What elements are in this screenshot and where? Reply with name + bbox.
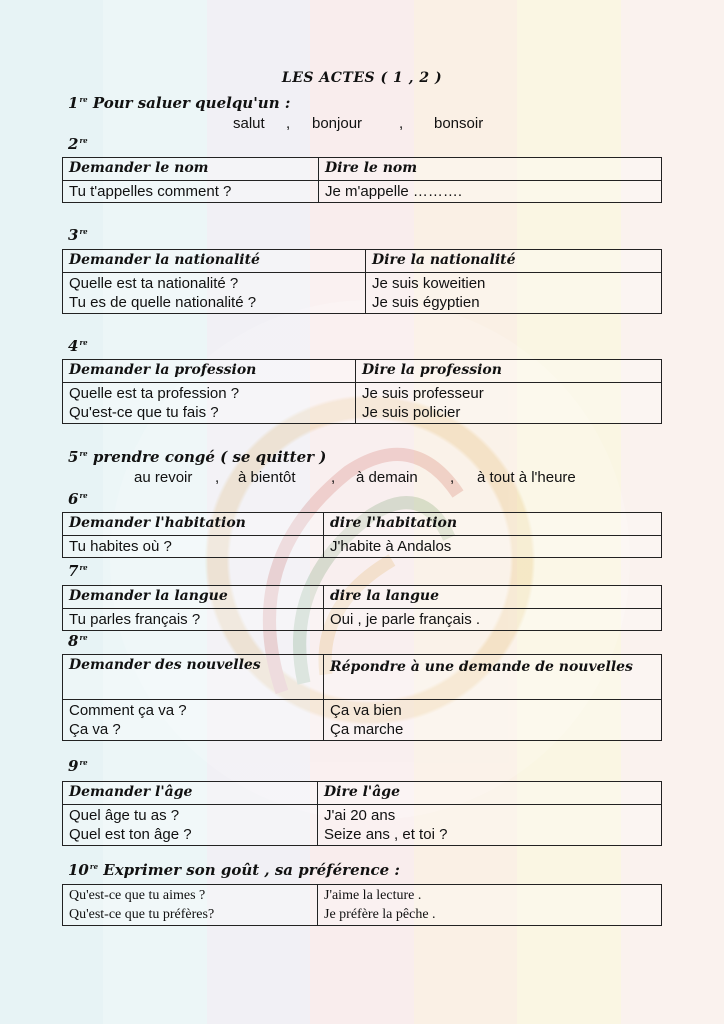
table-nationalite-line: Tu es de quelle nationalité ? [69, 294, 257, 311]
ordinal-suffix: re [79, 633, 88, 642]
table-gout-cell [318, 885, 662, 926]
table-age [62, 781, 662, 846]
farewell-au-revoir: au revoir [134, 469, 193, 486]
section-3-number: 3 [68, 226, 79, 244]
table-profession-cell [356, 383, 662, 424]
ordinal-suffix: re [79, 136, 88, 145]
section-9-number: 9 [68, 757, 79, 775]
section-5-heading [68, 448, 326, 466]
comma: , [215, 469, 220, 486]
comma: , [286, 115, 291, 132]
table-langue-cell: Oui , je parle français . [324, 609, 662, 631]
comma: , [331, 469, 336, 486]
table-nouvelles-line: Comment ça va ? [69, 702, 187, 719]
greeting-bonjour: bonjour [312, 115, 363, 132]
table-age-line: Quel âge tu as ? [69, 807, 180, 824]
table-nationalite-line: Je suis égyptien [372, 294, 480, 311]
table-nationalite [62, 249, 662, 314]
table-profession-line: Je suis policier [362, 404, 461, 421]
table-gout-line: Qu'est-ce que tu préfères? [69, 907, 215, 922]
farewell-a-bientot: à bientôt [238, 469, 296, 486]
table-langue-head-left: Demander la langue [63, 586, 324, 609]
section-10-heading [68, 861, 400, 879]
table-nationalite-head-right: Dire la nationalité [366, 250, 662, 273]
table-profession-cell [63, 383, 356, 424]
table-nationalite-line: Quelle est ta nationalité ? [69, 275, 239, 292]
table-habitation-cell: J'habite à Andalos [324, 536, 662, 558]
table-nouvelles-line: Ça marche [330, 721, 404, 738]
ordinal-suffix: re [79, 758, 88, 767]
table-profession [62, 359, 662, 424]
table-nationalite-line: Je suis koweitien [372, 275, 486, 292]
table-nom [62, 157, 662, 203]
comma: , [450, 469, 455, 486]
table-habitation [62, 512, 662, 558]
comma: , [399, 115, 404, 132]
table-age-head-right: Dire l'âge [318, 782, 662, 805]
table-nom-head-right: Dire le nom [319, 158, 662, 181]
ordinal-suffix: re [79, 95, 88, 104]
section-9-heading [68, 757, 88, 775]
section-6-number: 6 [68, 490, 79, 508]
table-nouvelles-head-right: Répondre à une demande de nouvelles [324, 655, 662, 700]
table-nationalite-cell [366, 273, 662, 314]
table-gout [62, 884, 662, 926]
section-7-number: 7 [68, 562, 79, 580]
section-7-heading [68, 562, 88, 580]
farewell-a-tout-a-lheure: à tout à l'heure [477, 469, 576, 486]
table-nouvelles-cell [324, 700, 662, 741]
table-age-cell [318, 805, 662, 846]
table-habitation-head-right: dire l'habitation [324, 513, 662, 536]
ordinal-suffix: re [89, 862, 99, 871]
table-age-cell [63, 805, 318, 846]
section-1-label: Pour saluer quelqu'un : [92, 94, 291, 112]
table-nationalite-head-left: Demander la nationalité [63, 250, 366, 273]
table-nom-cell: Je m'appelle ………. [319, 181, 662, 203]
table-age-line: Seize ans , et toi ? [324, 826, 448, 843]
section-8-number: 8 [68, 632, 79, 650]
table-age-line: Quel est ton âge ? [69, 826, 192, 843]
table-nouvelles-line: Ça va ? [69, 721, 121, 738]
table-langue [62, 585, 662, 631]
greeting-bonsoir: bonsoir [434, 115, 484, 132]
ordinal-suffix: re [79, 227, 88, 236]
section-1-heading [68, 94, 290, 112]
table-nom-cell: Tu t'appelles comment ? [63, 181, 319, 203]
table-profession-line: Quelle est ta profession ? [69, 385, 240, 402]
section-6-heading [68, 490, 88, 508]
table-gout-line: Je préfère la pêche . [324, 907, 436, 922]
table-nouvelles [62, 654, 662, 741]
table-langue-cell: Tu parles français ? [63, 609, 324, 631]
section-4-heading [68, 337, 88, 355]
section-4-number: 4 [68, 337, 79, 355]
table-nom-head-left: Demander le nom [63, 158, 319, 181]
table-profession-head-left: Demander la profession [63, 360, 356, 383]
section-2-number: 2 [68, 135, 79, 153]
ordinal-suffix: re [79, 338, 88, 347]
section-8-heading [68, 632, 88, 650]
table-habitation-cell: Tu habites où ? [63, 536, 324, 558]
table-profession-head-right: Dire la profession [356, 360, 662, 383]
farewell-a-demain: à demain [356, 469, 418, 486]
ordinal-suffix: re [79, 491, 88, 500]
table-nouvelles-line: Ça va bien [330, 702, 402, 719]
table-age-head-left: Demander l'âge [63, 782, 318, 805]
section-5-label: prendre congé ( se quitter ) [92, 448, 327, 466]
ordinal-suffix: re [79, 449, 88, 458]
page-title: LES ACTES ( 1 , 2 ) [281, 70, 443, 86]
table-langue-head-right: dire la langue [324, 586, 662, 609]
table-nationalite-cell [63, 273, 366, 314]
section-5-number: 5 [68, 448, 79, 466]
ordinal-suffix: re [79, 563, 88, 572]
table-nouvelles-cell [63, 700, 324, 741]
table-profession-line: Je suis professeur [362, 385, 484, 402]
table-habitation-head-left: Demander l'habitation [63, 513, 324, 536]
section-2-heading [68, 135, 88, 153]
section-10-number: 10 [68, 861, 89, 879]
table-age-line: J'ai 20 ans [324, 807, 396, 824]
table-nouvelles-head-left: Demander des nouvelles [63, 655, 324, 700]
section-1-number: 1 [68, 94, 79, 112]
table-profession-line: Qu'est-ce que tu fais ? [69, 404, 219, 421]
table-gout-cell [63, 885, 318, 926]
greeting-salut: salut [233, 115, 265, 132]
section-3-heading [68, 226, 88, 244]
table-gout-line: J'aime la lecture . [324, 888, 422, 903]
section-10-label: Exprimer son goût , sa préférence : [103, 861, 400, 879]
table-gout-line: Qu'est-ce que tu aimes ? [69, 888, 206, 903]
